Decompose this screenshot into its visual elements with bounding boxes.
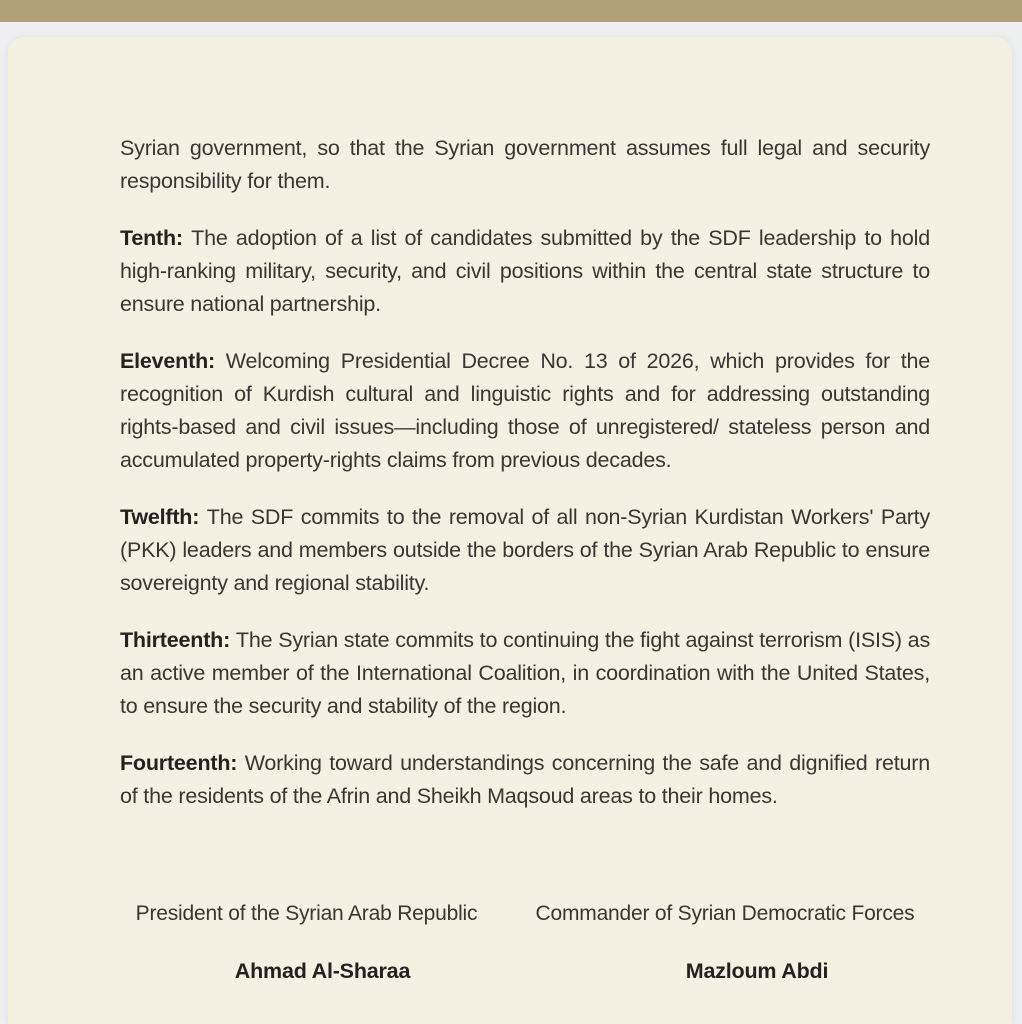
top-band	[0, 0, 1022, 22]
paragraph-text: The SDF commits to the removal of all non-Syrian Kurdistan Workers' Party (PKK) leaders and members outside the borders of the Syrian Arab Republic to ensure sovereignty and regional stability.	[120, 505, 930, 595]
paragraph-lead: Fourteenth:	[120, 751, 238, 775]
paragraph-text: Working toward understandings concerning the safe and dignified return of the residents of the Afrin and Sheikh Maqsoud areas to their homes.	[120, 751, 930, 808]
paragraph-twelfth	[120, 501, 930, 600]
paragraph-lead: Twelfth:	[120, 505, 200, 529]
document-body	[120, 132, 930, 837]
signature-left	[120, 897, 493, 988]
paragraph-text: Welcoming Presidential Decree No. 13 of 2026, which provides for the recognition of Kurdish cultural and linguistic rights and for addressing outstanding rights-based and civil issues—including those of unregistered/ stateless person and accumulated property-rights claims from previous decades.	[120, 349, 930, 472]
paragraph-thirteenth	[120, 624, 930, 723]
paragraph-text: Syrian government, so that the Syrian government assumes full legal and security responsibility for them.	[120, 136, 930, 193]
signature-right	[520, 897, 930, 988]
paragraph-lead: Eleventh:	[120, 349, 215, 373]
paragraph-text: The adoption of a list of candidates submitted by the SDF leadership to hold high-ranking military, security, and civil positions within the central state structure to ensure national partnership.	[120, 226, 930, 316]
paragraph-text: The Syrian state commits to continuing the fight against terrorism (ISIS) as an active member of the International Coalition, in coordination with the United States, to ensure the security and stability of the region.	[120, 628, 930, 718]
signature-block	[120, 897, 930, 988]
paragraph-lead: Tenth:	[120, 226, 183, 250]
signatory-title: Commander of Syrian Democratic Forces	[535, 902, 915, 925]
signatory-title: President of the Syrian Arab Republic	[135, 902, 478, 925]
signatory-name: Ahmad Al-Sharaa	[234, 959, 411, 983]
paragraph-fourteenth	[120, 747, 930, 813]
paragraph-tenth	[120, 222, 930, 321]
document-page	[8, 37, 1012, 1024]
paragraph-continuation	[120, 132, 930, 198]
paragraph-eleventh	[120, 345, 930, 477]
signatory-name: Mazloum Abdi	[685, 959, 829, 983]
paragraph-lead: Thirteenth:	[120, 628, 231, 652]
